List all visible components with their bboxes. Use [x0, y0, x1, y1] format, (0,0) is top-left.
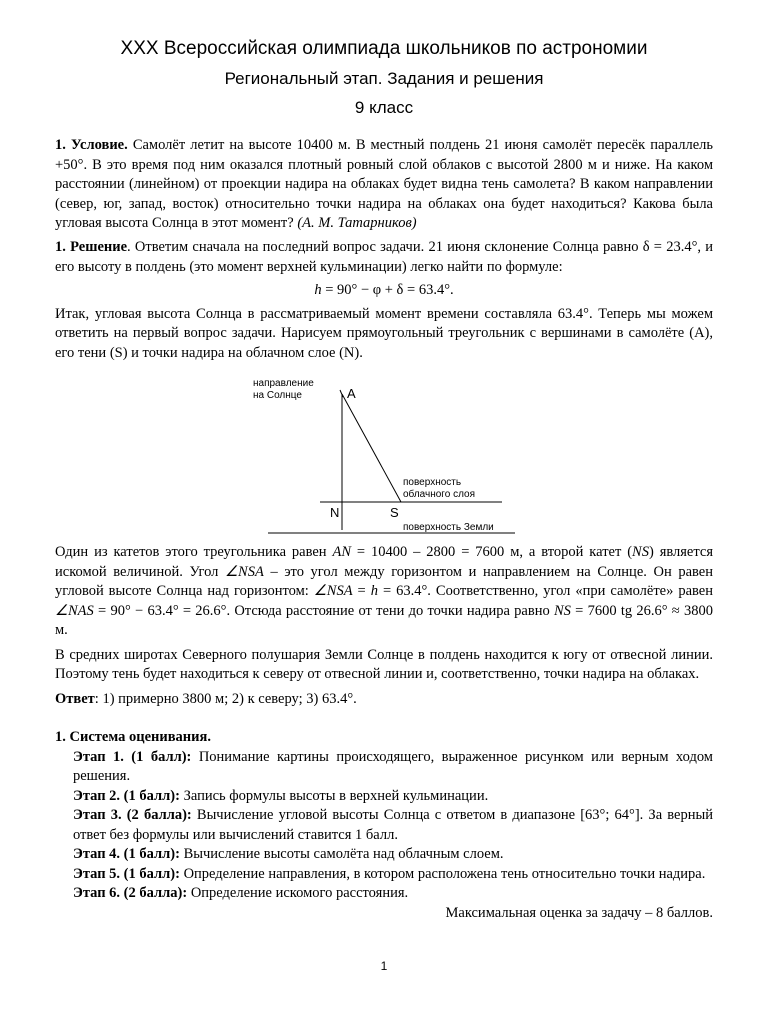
grade-label: 9 класс [354, 98, 414, 117]
diagram-cloud-label-1: поверхность [403, 477, 462, 488]
problem-statement [55, 136, 713, 234]
answer-line: Ответ: 1) примерно 3800 м; 2) к северу; 3) 63.4°. [55, 690, 357, 707]
altitude-formula: h = 90° − φ + δ = 63.4°. [314, 282, 454, 298]
document-subtitle: Региональный этап. Задания и решения [224, 69, 544, 88]
solution-paragraph-1: . Ответим сначала на последний вопрос задачи. 21 июня склонение Солнца равно δ = 23.4°, и его высоту в полдень (это момент верхней кульминации) легко найти по формуле: [55, 239, 713, 275]
diagram-sun-label-2: на Солнце [253, 390, 302, 401]
diagram-earth-label: поверхность Земли [403, 522, 494, 533]
diagram-label-s: S [390, 505, 399, 520]
problem-label: 1. Условие. [55, 137, 128, 153]
grading-stage-2: Этап 2. (1 балл): Запись формулы высоты в верхней кульминации. [73, 787, 489, 804]
problem-author: (А. М. Татарников) [297, 215, 417, 231]
diagram-sun-label-1: направление [253, 378, 314, 389]
solution-block-2 [55, 543, 713, 709]
triangle-diagram [250, 365, 520, 540]
diagram-cloud-label-2: облачного слоя [403, 489, 476, 500]
grading-stage-6: Этап 6. (2 балла): Определение искомого расстояния. [73, 885, 409, 901]
max-score: Максимальная оценка за задачу – 8 баллов. [445, 904, 713, 921]
diagram-label-n: N [330, 505, 340, 520]
grading-stage-4: Этап 4. (1 балл): Вычисление высоты самолёта над облачным слоем. [73, 846, 504, 862]
grading-stage-1: Этап 1. (1 балл): Понимание картины происходящего, выраженное рисунком или верным ходом решения. [73, 748, 713, 784]
diagram-label-a: A [347, 386, 356, 401]
solution-block-1 [55, 238, 713, 363]
grading-title: 1. Система оценивания. [55, 729, 211, 745]
solution-paragraph-3: Один из катетов этого треугольника равен AN = 10400 – 2800 = 7600 м, а второй катет (NS) является искомой величиной. Угол ∠NSA – это угол между горизонтом и направлением на Солнце. Он равен угловой высоте Солнца над горизонтом: ∠NSA = h = 63.4°. Соответственно, угол «при самолёте» равен ∠NAS = 90° − 63.4° = 26.6°. Отсюда расстояние от тени до точки надира равно NS = 7600 tg 26.6° ≈ 3800 м. [55, 544, 713, 638]
solution-label: 1. Решение [55, 239, 128, 255]
solution-paragraph-2: Итак, угловая высота Солнца в рассматриваемый момент времени составляла 63.4°. Теперь мы можем ответить на первый вопрос задачи. Нарисуем прямоугольный треугольник с вершинами в самолёте (A), его тени (S) и точки надира на облачном слое (N). [55, 305, 713, 361]
page-number: 1 [380, 959, 388, 973]
solution-paragraph-4: В средних широтах Северного полушария Земли Солнце в полдень находится к югу от отвесной линии. Поэтому тень будет находиться к северу от отвесной линии и, соответственно, точки надира на облаках. [55, 646, 713, 682]
problem-text: Самолёт летит на высоте 10400 м. В местный полдень 21 июня самолёт пересёк параллель +50°. В это время под ним оказался плотный ровный слой облаков с высотой 2800 м и ниже. На каком расстоянии (линейном) от проекции надира на облаках будет видна тень самолета? В каком направлении (север, юг, запад, восток) относительно точки надира на облаках она будет находиться? Какова была угловая высота Солнца в этот момент? [55, 137, 713, 231]
document-title: XXX Всероссийская олимпиада школьников по астрономии [120, 38, 648, 59]
grading-stage-5: Этап 5. (1 балл): Определение направления, в котором расположена тень относительно точки надира. [73, 865, 706, 882]
grading-system [55, 728, 713, 923]
diagram-sun-ray [342, 394, 401, 502]
grading-stage-3: Этап 3. (2 балла): Вычисление угловой высоты Солнца с ответом в диапазоне [63°; 64°]. За верный ответ без формулы или вычислений ставится 1 балл. [73, 807, 713, 843]
